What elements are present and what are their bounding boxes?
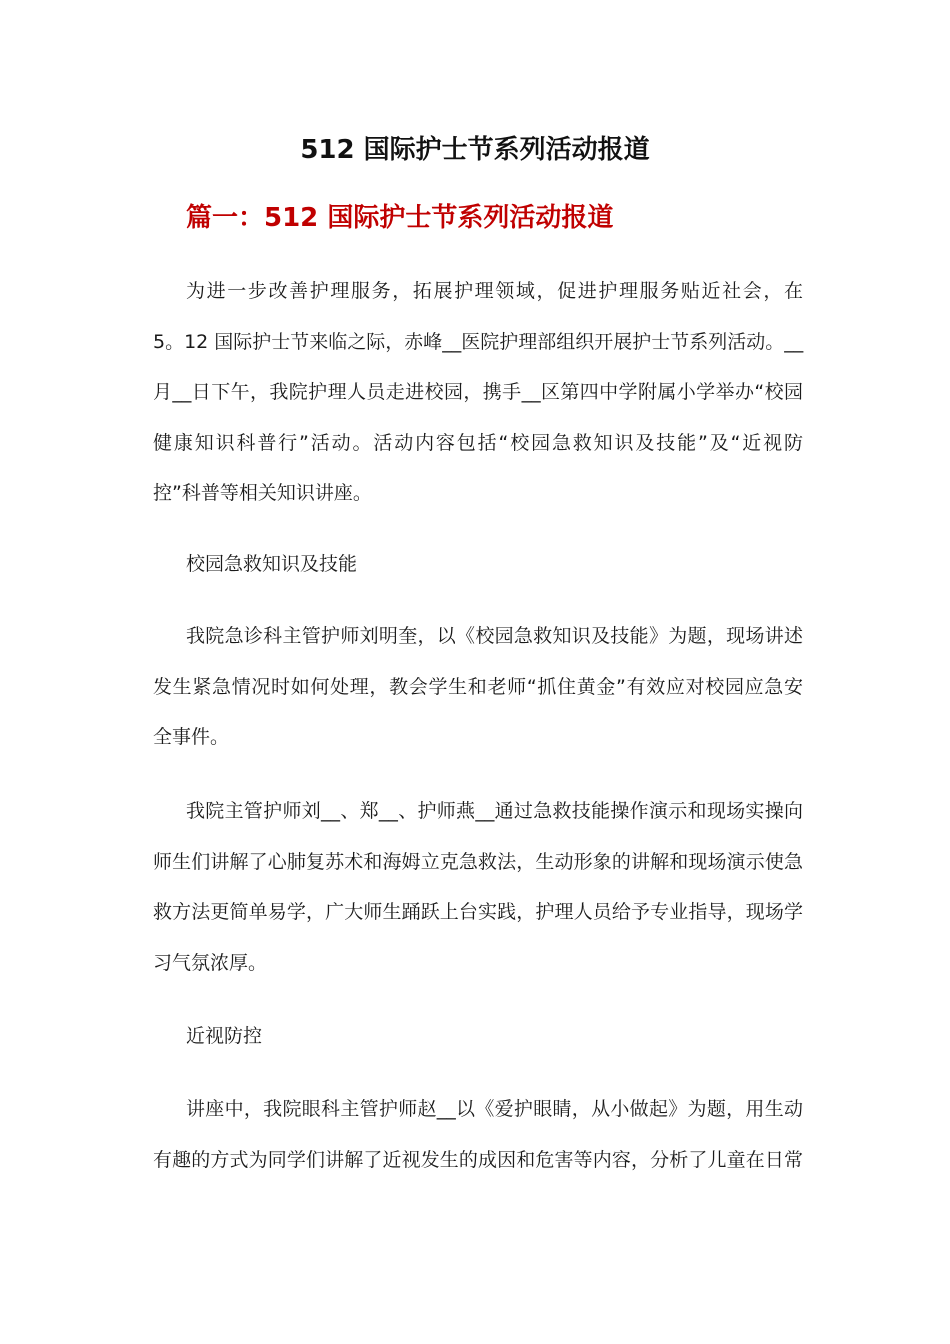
paragraph-intro [153,266,803,519]
paragraph-line: 全事件。 [153,726,230,748]
paragraph-first-aid-demo [153,786,803,988]
paragraph-line: 为进一步改善护理服务，拓展护理领域，促进护理服务贴近社会，在 [186,280,803,302]
subheading-myopia: 近视防控 [186,1025,263,1047]
paragraph-line: 救方法更简单易学，广大师生踊跃上台实践，护理人员给予专业指导，现场学 [153,901,803,923]
paragraph-line: 我院主管护师刘__、郑__、护师燕__通过急救技能操作演示和现场实操向 [186,800,803,822]
subheading-first-aid: 校园急救知识及技能 [186,553,358,575]
paragraph-line: 习气氛浓厚。 [153,951,268,974]
section-heading: 篇一：512 国际护士节系列活动报道 [186,203,614,233]
document-title: 512 国际护士节系列活动报道 [300,135,650,165]
paragraph-line: 健康知识科普行”活动。活动内容包括“校园急救知识及技能”及“近视防 [153,431,803,454]
paragraph-line: 发生紧急情况时如何处理，教会学生和老师“抓住黄金”有效应对校园应急安 [153,675,803,698]
paragraph-line: 我院急诊科主管护师刘明奎，以《校园急救知识及技能》为题，现场讲述 [186,625,803,647]
paragraph-line: 月__日下午，我院护理人员走进校园，携手__区第四中学附属小学举办“校园 [153,381,803,403]
paragraph-myopia-lecture [153,1084,803,1185]
paragraph-line: 师生们讲解了心肺复苏术和海姆立克急救法，生动形象的讲解和现场演示使急 [153,850,803,873]
paragraph-line: 有趣的方式为同学们讲解了近视发生的成因和危害等内容，分析了儿童在日常 [153,1148,803,1171]
paragraph-first-aid-lecture [153,611,803,763]
paragraph-line: 控”科普等相关知识讲座。 [153,482,372,504]
paragraph-line: 5。12 国际护士节来临之际，赤峰__医院护理部组织开展护士节系列活动。__ [153,330,804,353]
paragraph-line: 讲座中，我院眼科主管护师赵__以《爱护眼睛，从小做起》为题，用生动 [186,1098,803,1120]
